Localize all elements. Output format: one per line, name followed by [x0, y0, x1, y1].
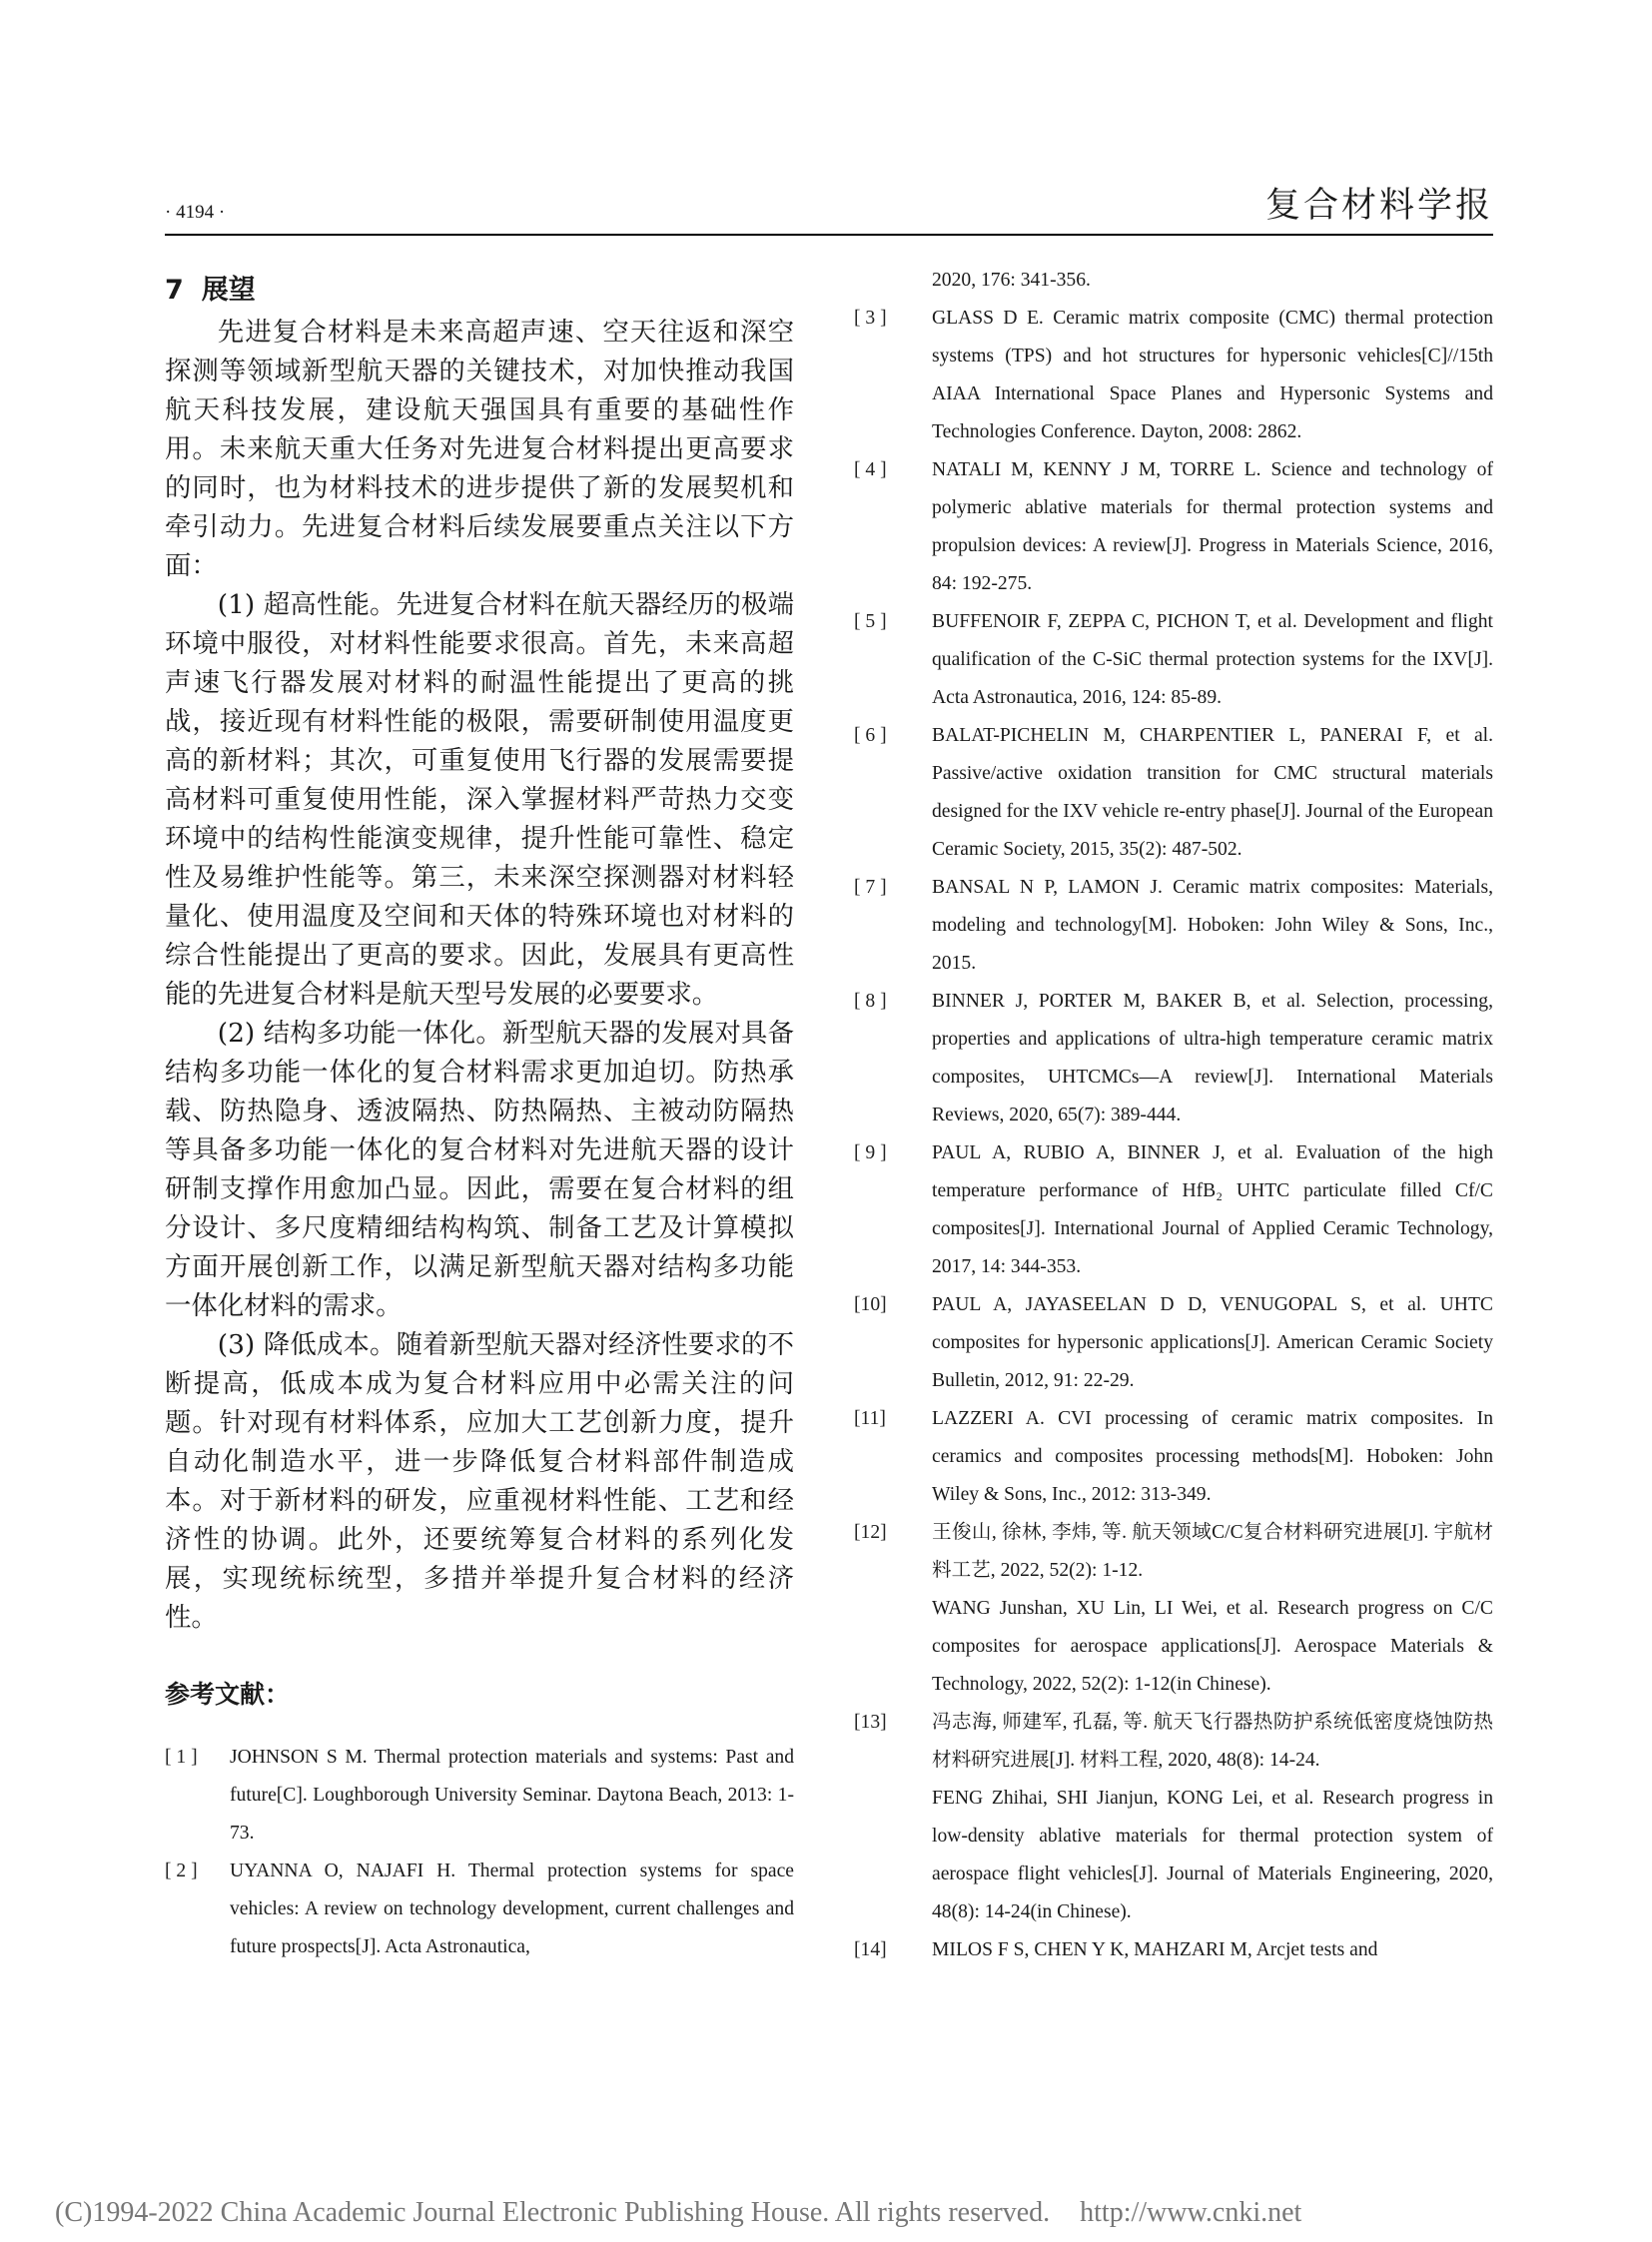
- reference-number: [10]: [854, 1294, 887, 1315]
- reference-number: [ 4 ]: [854, 459, 887, 480]
- reference-continuation: 2020, 176: 341-356.: [932, 270, 1091, 291]
- reference-text-english: WANG Junshan, XU Lin, LI Wei, et al. Research progress on C/C composites for aerospace applications[J]. Aerospace Materials & Technology, 2022, 52(2): 1-12(in Chinese).: [932, 1598, 1493, 1695]
- reference-text: GLASS D E. Ceramic matrix composite (CMC) thermal protection systems (TPS) and hot structures for hypersonic vehicles[C]//15th AIAA International Space Planes and Hypersonic Systems and Technologies Conference. Dayton, 2008: 2862.: [932, 308, 1493, 442]
- paragraph-ultra-high-performance: (1) 超高性能。先进复合材料在航天器经历的极端环境中服役，对材料性能要求很高。首先，未来高超声速飞行器发展对材料的耐温性能提出了更高的挑战，接近现有材料性能的极限，需要研制使用温度更高的新材料；其次，可重复使用飞行器的发展需要提高材料可重复使用性能，深入掌握材料严苛热力交变环境中的结构性能演变规律，提升性能可靠性、稳定性及易维护性能等。第三，未来深空探测器对材料轻量化、使用温度及空间和天体的特殊环境也对材料的综合性能提出了更高的要求。因此，发展具有更高性能的先进复合材料是航天型号发展的必要要求。: [165, 589, 794, 1010]
- reference-item: [165, 1853, 794, 1966]
- references-heading: 参考文献：: [165, 1680, 291, 1709]
- reference-text: BANSAL N P, LAMON J. Ceramic matrix composites: Materials, modeling and technology[M]. Hoboken: John Wiley & Sons, Inc., 2015.: [932, 877, 1493, 974]
- reference-number: [ 3 ]: [854, 308, 887, 329]
- reference-number: [ 9 ]: [854, 1142, 887, 1163]
- paragraph-multifunction-integration: (2) 结构多功能一体化。新型航天器的发展对具备结构多功能一体化的复合材料需求更加迫切。防热承载、防热隐身、透波隔热、防热隔热、主被动防隔热等具备多功能一体化的复合材料对先进航天器的设计研制支撑作用愈加凸显。因此，需要在复合材料的组分设计、多尺度精细结构构筑、制备工艺及计算模拟方面开展创新工作，以满足新型航天器对结构多功能一体化材料的需求。: [165, 1018, 794, 1321]
- reference-text: BALAT-PICHELIN M, CHARPENTIER L, PANERAI F, et al. Passive/active oxidation transition for CMC structural materials designed for the IXV vehicle re-entry phase[J]. Journal of the European Ceramic Society, 2015, 35(2): 487-502.: [932, 725, 1493, 860]
- reference-item: [854, 1704, 1493, 1931]
- right-column: [854, 262, 1493, 1969]
- paragraph-cost-reduction: (3) 降低成本。随着新型航天器对经济性要求的不断提高，低成本成为复合材料应用中必需关注的问题。针对现有材料体系，应加大工艺创新力度，提升自动化制造水平，进一步降低复合材料部件制造成本。对于新材料的研发，应重视材料性能、工艺和经济性的协调。此外，还要统筹复合材料的系列化发展，实现统标统型，多措并举提升复合材料的经济性。: [165, 1329, 794, 1633]
- reference-number: [ 2 ]: [165, 1861, 198, 1881]
- reference-text-chinese: 冯志海, 师建军, 孔磊, 等. 航天飞行器热防护系统低密度烧蚀防热材料研究进展[J]. 材料工程, 2020, 48(8): 14-24.: [932, 1712, 1493, 1771]
- reference-body: [932, 1704, 1493, 1931]
- reference-number: [ 8 ]: [854, 991, 887, 1012]
- reference-item: [854, 717, 1493, 869]
- section-number: 7: [165, 275, 184, 306]
- reference-text: JOHNSON S M. Thermal protection materials and systems: Past and future[C]. Loughborough University Seminar. Daytona Beach, 2013: 1-73.: [230, 1747, 794, 1844]
- reference-item: [854, 983, 1493, 1134]
- reference-item: [854, 300, 1493, 451]
- reference-item: [854, 869, 1493, 983]
- journal-title: 复合材料学报: [1264, 186, 1493, 226]
- reference-item: [854, 1400, 1493, 1514]
- reference-text: NATALI M, KENNY J M, TORRE L. Science and technology of polymeric ablative materials for thermal protection systems and propulsion devices: A review[J]. Progress in Materials Science, 2016, 84: 192-275.: [932, 459, 1493, 594]
- reference-text: MILOS F S, CHEN Y K, MAHZARI M, Arcjet tests and: [932, 1939, 1378, 1960]
- reference-text: PAUL A, RUBIO A, BINNER J, et al. Evaluation of the high temperature performance of HfB₂ UHTC particulate filled Cf/C composites[J]. International Journal of Applied Ceramic Technology, 2017, 14: 344-353.: [932, 1142, 1493, 1277]
- page-header: [165, 168, 1493, 236]
- reference-item: [854, 1931, 1493, 1969]
- reference-number: [ 7 ]: [854, 877, 887, 898]
- section-title: 展望: [201, 275, 256, 306]
- paragraph-intro: 先进复合材料是未来高超声速、空天往返和深空探测等领域新型航天器的关键技术，对加快推动我国航天科技发展，建设航天强国具有重要的基础性作用。未来航天重大任务对先进复合材料提出更高要求的同时，也为材料技术的进步提供了新的发展契机和牵引动力。先进复合材料后续发展要重点关注以下方面：: [165, 317, 794, 581]
- reference-number: [13]: [854, 1712, 887, 1733]
- reference-item: [854, 1286, 1493, 1400]
- reference-text: BUFFENOIR F, ZEPPA C, PICHON T, et al. Development and flight qualification of the C-SiC thermal protection systems for the IXV[J]. Acta Astronautica, 2016, 124: 85-89.: [932, 611, 1493, 708]
- reference-item: [854, 1134, 1493, 1286]
- left-column: [165, 268, 794, 1966]
- reference-item: [165, 1739, 794, 1853]
- page-number: · 4194 ·: [165, 202, 226, 223]
- reference-text: LAZZERI A. CVI processing of ceramic matrix composites. In ceramics and composites processing methods[M]. Hoboken: John Wiley & Sons, Inc., 2012: 313-349.: [932, 1408, 1493, 1505]
- copyright-footer: [55, 2197, 1301, 2229]
- footer-url[interactable]: http://www.cnki.net: [1080, 2197, 1302, 2228]
- copyright-text: (C)1994-2022 China Academic Journal Electronic Publishing House. All rights reserved.: [55, 2197, 1051, 2228]
- reference-number: [ 1 ]: [165, 1747, 198, 1768]
- reference-number: [ 5 ]: [854, 611, 887, 632]
- reference-item: [854, 603, 1493, 717]
- reference-body: [932, 1514, 1493, 1704]
- reference-text-chinese: 王俊山, 徐林, 李炜, 等. 航天领域C/C复合材料研究进展[J]. 宇航材料工艺, 2022, 52(2): 1-12.: [932, 1522, 1493, 1581]
- reference-item: [854, 451, 1493, 603]
- reference-number: [11]: [854, 1408, 886, 1429]
- reference-text: UYANNA O, NAJAFI H. Thermal protection systems for space vehicles: A review on technology development, current challenges and future prospects[J]. Acta Astronautica,: [230, 1861, 794, 1957]
- reference-text: PAUL A, JAYASEELAN D D, VENUGOPAL S, et al. UHTC composites for hypersonic applications[J]. American Ceramic Society Bulletin, 2012, 91: 22-29.: [932, 1294, 1493, 1391]
- reference-item: [854, 1514, 1493, 1704]
- reference-number: [14]: [854, 1939, 887, 1960]
- reference-number: [12]: [854, 1522, 887, 1543]
- reference-text: BINNER J, PORTER M, BAKER B, et al. Selection, processing, properties and applications of ultra-high temperature ceramic matrix composites, UHTCMCs—A review[J]. International Materials Reviews, 2020, 65(7): 389-444.: [932, 991, 1493, 1125]
- reference-text-english: FENG Zhihai, SHI Jianjun, KONG Lei, et al. Research progress in low-density ablative materials for thermal protection system of aerospace flight vehicles[J]. Journal of Materials Engineering, 2020, 48(8): 14-24(in Chinese).: [932, 1788, 1493, 1922]
- reference-number: [ 6 ]: [854, 725, 887, 746]
- section-heading: [165, 268, 794, 307]
